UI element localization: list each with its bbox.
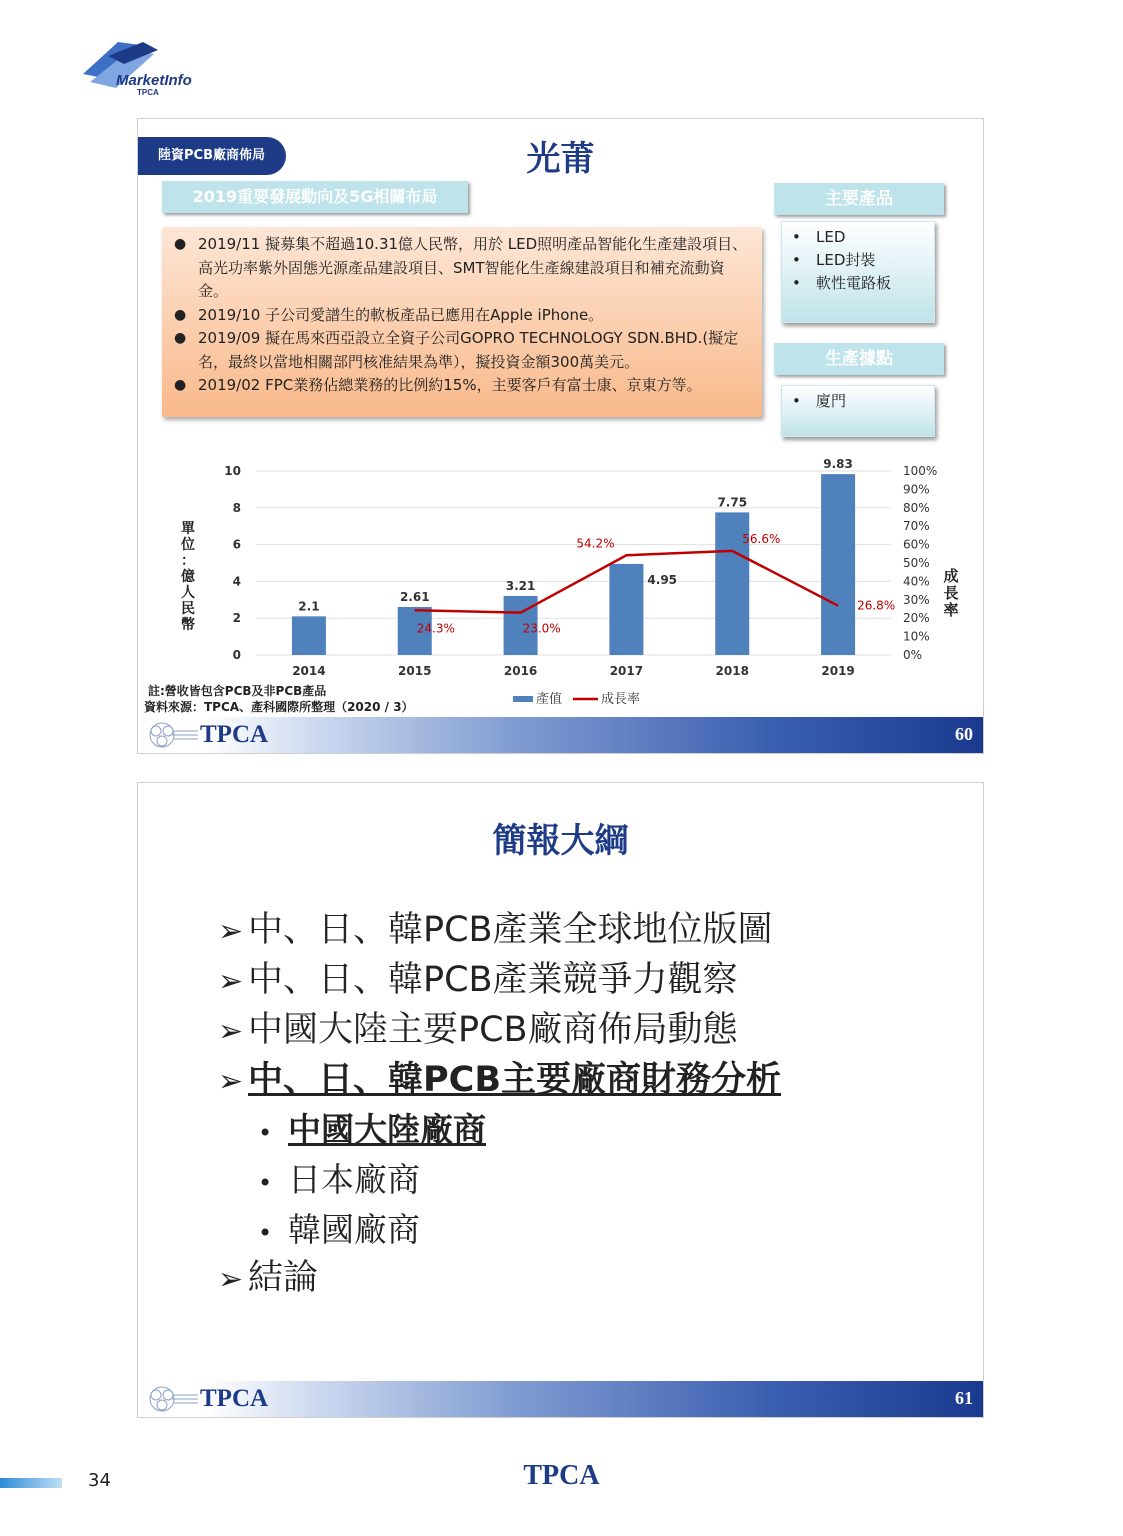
slide-footer bbox=[138, 717, 983, 753]
slide-61 bbox=[137, 782, 984, 1418]
slide-title: 簡報大綱 bbox=[492, 821, 629, 861]
legend-bar-label: 產值 bbox=[536, 692, 563, 707]
outline-item: ➢ 中、日、韓PCB產業全球地位版圖 bbox=[218, 905, 773, 957]
outline-item: ➢ 中、日、韓PCB產業競爭力觀察 bbox=[218, 955, 738, 1007]
bar bbox=[292, 616, 326, 655]
y2-tick-label: 90% bbox=[903, 482, 930, 497]
bar-value-label: 3.21 bbox=[505, 578, 536, 593]
slide-title: 光莆 bbox=[526, 139, 595, 179]
footer-brand: TPCA bbox=[200, 721, 269, 748]
sites-header: 生產據點 bbox=[774, 343, 944, 375]
y2-axis-title-char: 成 bbox=[943, 567, 959, 585]
outline-item: ➢ 結論 bbox=[218, 1253, 318, 1305]
y-axis-title-char: 位 bbox=[181, 537, 195, 553]
products-header: 主要產品 bbox=[774, 183, 944, 215]
y2-tick-label: 40% bbox=[903, 574, 930, 589]
y-axis-title-char: ： bbox=[181, 553, 195, 569]
y-axis-title-char: 幣 bbox=[181, 617, 195, 633]
development-item: ● 2019/10 子公司愛譜生的軟板產品已應用在Apple iPhone。 bbox=[198, 304, 752, 328]
line-value-label: 23.0% bbox=[522, 621, 561, 636]
site-item: • 廈門 bbox=[816, 390, 928, 413]
bullet-icon: • bbox=[258, 1219, 273, 1247]
y-axis-title-char: 民 bbox=[181, 601, 195, 617]
x-tick-label: 2018 bbox=[715, 664, 749, 678]
products-list bbox=[781, 221, 935, 323]
legend-bar-swatch bbox=[513, 696, 533, 702]
arrow-icon: ➢ bbox=[218, 964, 244, 999]
x-tick-label: 2015 bbox=[398, 664, 432, 678]
arrow-icon: ➢ bbox=[218, 1064, 244, 1099]
bullet-icon: • bbox=[258, 1119, 273, 1147]
y-tick-label: 10 bbox=[224, 464, 241, 478]
tree-logo-icon bbox=[140, 719, 200, 751]
slide-page-number: 61 bbox=[955, 1388, 973, 1408]
outline-subitem-current: • 中國大陸廠商 bbox=[258, 1105, 486, 1158]
development-item: ● 2019/02 FPC業務佔總業務的比例約15%，主要客戶有富士康、京東方等。 bbox=[198, 374, 752, 398]
section-tag: 陸資PCB廠商佈局 bbox=[138, 137, 286, 175]
y-tick-label: 0 bbox=[232, 648, 241, 662]
development-header: 2019重要發展動向及5G相關布局 bbox=[162, 181, 468, 213]
outline-item: ➢ 中國大陸主要PCB廠商佈局動態 bbox=[218, 1005, 738, 1057]
y2-tick-label: 70% bbox=[903, 519, 930, 534]
development-item: ● 2019/09 擬在馬來西亞設立全資子公司GOPRO TECHNOLOGY SDN.BHD.(擬定名，最終以當地相關部門核准結果為準），擬投資金額300萬美元。 bbox=[198, 327, 752, 374]
y2-tick-label: 30% bbox=[903, 592, 930, 607]
slide-page-number: 60 bbox=[955, 724, 973, 744]
bar bbox=[821, 474, 855, 655]
product-item: • LED封裝 bbox=[816, 249, 928, 272]
chart-source: 資料來源：TPCA、產科國際所整理（2020 / 3） bbox=[144, 700, 414, 714]
product-item: • 軟性電路板 bbox=[816, 272, 928, 295]
outline-subitem: • 日本廠商 bbox=[258, 1155, 420, 1208]
y-tick-label: 6 bbox=[232, 537, 241, 552]
y2-axis-title-char: 率 bbox=[943, 601, 959, 619]
y-axis-title-char: 億 bbox=[181, 569, 195, 585]
x-tick-label: 2019 bbox=[821, 664, 855, 678]
x-tick-label: 2014 bbox=[292, 664, 326, 678]
sites-list bbox=[781, 385, 935, 437]
development-item: ● 2019/11 擬募集不超過10.31億人民幣，用於 LED照明產品智能化生產建設項目、高光功率紫外固態光源產品建設項目、SMT智能化生產線建設項目和補充流動資金。 bbox=[198, 233, 752, 304]
arrow-icon: ➢ bbox=[218, 914, 244, 949]
bar-value-label: 2.1 bbox=[298, 599, 320, 614]
arrow-icon: ➢ bbox=[218, 1014, 244, 1049]
legend-line-label: 成長率 bbox=[601, 692, 641, 707]
product-item: • LED bbox=[816, 226, 928, 249]
line-value-label: 56.6% bbox=[742, 531, 781, 546]
y2-axis-title-char: 長 bbox=[943, 584, 959, 602]
y-tick-label: 4 bbox=[232, 574, 241, 589]
bar-value-label: 4.95 bbox=[647, 572, 678, 587]
y2-tick-label: 10% bbox=[903, 629, 930, 644]
footer-brand: TPCA bbox=[200, 1385, 269, 1412]
line-value-label: 54.2% bbox=[576, 536, 615, 551]
y-tick-label: 8 bbox=[232, 500, 241, 515]
logo-text: MarketInfo bbox=[116, 72, 192, 89]
logo-subtext: TPCA bbox=[137, 88, 159, 97]
y-tick-label: 2 bbox=[232, 611, 241, 626]
revenue-chart bbox=[166, 453, 966, 713]
y-axis-title-char: 單 bbox=[181, 521, 195, 537]
page-brand: TPCA bbox=[523, 1460, 600, 1491]
slide-60 bbox=[137, 118, 984, 754]
x-tick-label: 2017 bbox=[609, 664, 644, 678]
bullet-icon: • bbox=[258, 1169, 273, 1197]
x-tick-label: 2016 bbox=[503, 664, 538, 678]
y2-tick-label: 80% bbox=[903, 500, 930, 515]
development-list bbox=[162, 227, 762, 417]
y2-tick-label: 20% bbox=[903, 611, 930, 626]
bar bbox=[609, 564, 643, 655]
y-axis-title-char: 人 bbox=[181, 585, 195, 601]
tree-logo-icon bbox=[140, 1383, 200, 1415]
page-number: 34 bbox=[88, 1470, 111, 1491]
line-value-label: 24.3% bbox=[416, 621, 455, 636]
outline-item-current: ➢ 中、日、韓PCB主要廠商財務分析 bbox=[218, 1055, 781, 1107]
bar-value-label: 7.75 bbox=[717, 495, 748, 510]
outline-subitem: • 韓國廠商 bbox=[258, 1205, 420, 1258]
bar-value-label: 2.61 bbox=[399, 589, 430, 604]
bar-value-label: 9.83 bbox=[823, 457, 853, 472]
line-value-label: 26.8% bbox=[857, 598, 896, 613]
y2-tick-label: 60% bbox=[903, 537, 930, 552]
chart-note: 註:營收皆包含PCB及非PCB產品 bbox=[148, 684, 327, 698]
y2-tick-label: 100% bbox=[903, 464, 938, 478]
arrow-icon: ➢ bbox=[218, 1262, 244, 1297]
y2-tick-label: 50% bbox=[903, 556, 930, 570]
y2-tick-label: 0% bbox=[903, 648, 923, 662]
slide-footer bbox=[138, 1381, 983, 1417]
